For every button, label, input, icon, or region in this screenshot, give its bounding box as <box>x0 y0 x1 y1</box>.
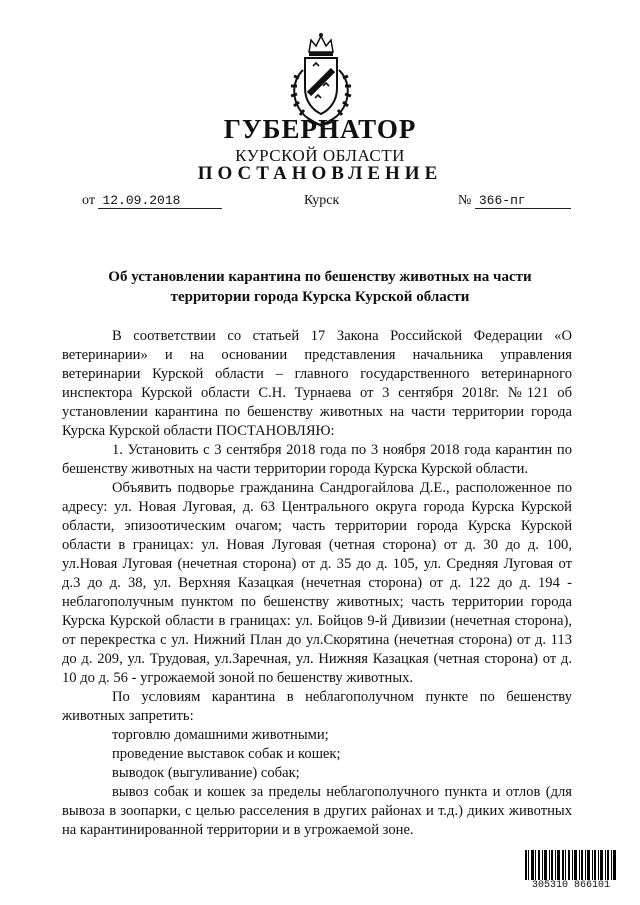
document-date: 12.09.2018 <box>98 193 222 209</box>
subject-line-1: Об установлении карантина по бешенству животных на части <box>108 269 532 285</box>
document-number: 366-пг <box>475 193 571 209</box>
city-name: Курск <box>304 193 340 208</box>
document-type: ПОСТАНОВЛЕНИЕ <box>197 163 443 184</box>
barcode-number: 305310 866101 <box>525 880 617 892</box>
ban-item: торговлю домашними животными; <box>112 727 329 743</box>
document-subject <box>80 267 560 307</box>
subject-line-2: территории города Курска Курской области <box>170 289 470 305</box>
date-prefix: от <box>82 193 95 208</box>
number-line <box>458 193 571 209</box>
header-title: ГУБЕРНАТОР <box>223 114 417 144</box>
paragraph-declare: Объявить подворье гражданина Сандрогайлова Д.Е., расположенное по адресу: ул. Новая Луговая, д. 63 Центрального округа города Курска Курской области, эпизоотическим очагом; часть территории города Курска Курской области в границах: ул. Новая Луговая (четная сторона) от д. 30 до д. 100, ул.Новая Луговая (нечетная сторона) от д. 35 до д. 105, ул. Средняя Луговая от д.3 до д. 38, ул. Верхняя Казацкая (нечетная сторона) от д. 122 до д. 194 - неблагополучным пунктом по бешенству животных; часть территории города Курска Курской области в границах: ул. Бойцов 9-й Дивизии (нечетная сторона), от перекрестка с ул. Нижний План до ул.Скорятина (нечетная сторона) от д. 113 до д. 209, ул. Трудовая, ул.Заречная, ул. Нижняя Казацкая (четная сторона) от д. 10 до д. 56 - угрожаемой зоной по бешенству животных. <box>62 480 572 686</box>
ban-item: выводок (выгуливание) собак; <box>112 765 300 781</box>
paragraph-closing: вывоз собак и кошек за пределы неблагополучного пункта и отлов (для вывоза в зоопарки, с целью расселения в других районах и т.д.) диких животных на карантинированной территории и в угрожаемой зоне. <box>62 784 572 838</box>
date-line <box>82 193 222 209</box>
document-body <box>62 327 572 840</box>
header-region: КУРСКОЙ ОБЛАСТИ <box>235 146 405 165</box>
barcode-bars <box>525 850 617 882</box>
ban-item: проведение выставок собак и кошек; <box>112 746 341 762</box>
paragraph-preamble: В соответствии со статьей 17 Закона Российской Федерации «О ветеринарии» и на основании представления начальника управления ветеринарии Курской области – главного государственного ветеринарного инспектора Курской области С.Н. Турнаева от 3 сентября 2018г. №121 об установлении карантина по бешенству животных на части территории города Курска Курской области ПОСТАНОВЛЯЮ: <box>62 328 572 439</box>
paragraph-restrictions: По условиям карантина в неблагополучном пункте по бешенству животных запретить: <box>62 689 572 724</box>
barcode <box>525 850 617 894</box>
paragraph-item-1: 1. Установить с 3 сентября 2018 года по 3 ноября 2018 года карантин по бешенству животных на части территории города Курска Курской области. <box>62 442 572 477</box>
number-prefix: № <box>458 193 472 208</box>
